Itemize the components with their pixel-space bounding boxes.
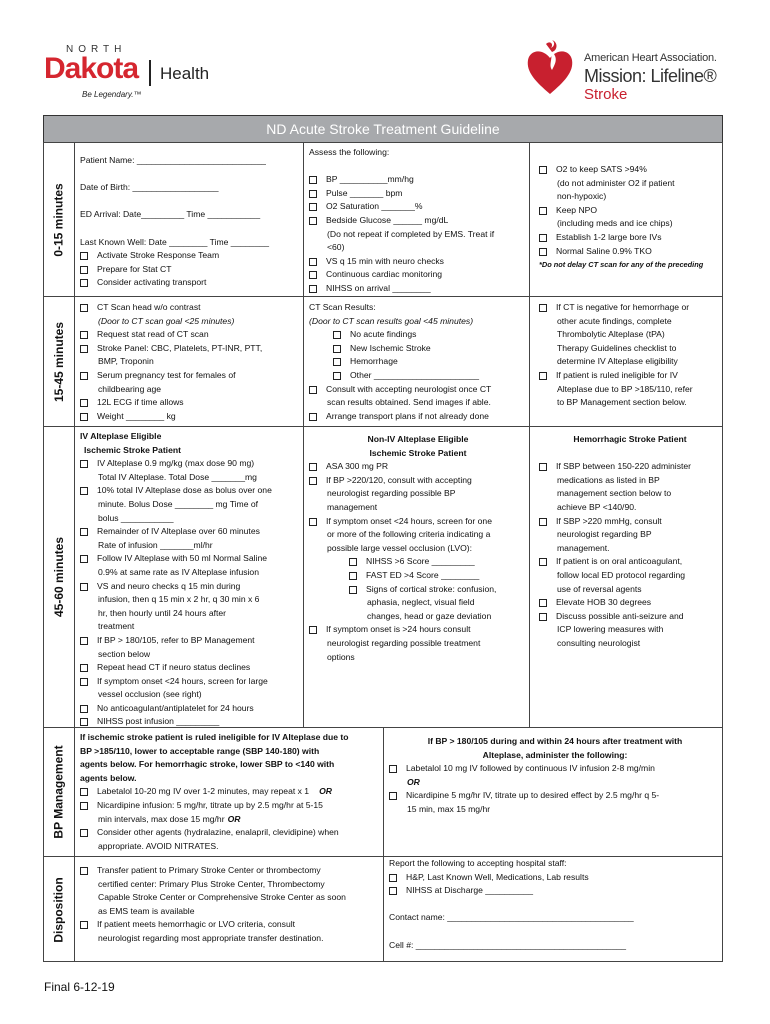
list-item: FAST ED >4 Score ________ [309,569,527,583]
section-heading: Non-IV Alteplase Eligible [367,434,469,444]
bp-instruction: agents below. For hemorrhagic stroke, lower SBP to <140 with [80,759,335,770]
cell-0-15-patient-info [80,154,300,290]
cell-45-60-non-iv [309,433,527,664]
nd-health-text: Health [160,64,210,83]
cell-disposition-transfer [80,864,382,946]
list-item: Consider activating transport [80,276,300,290]
report-heading: Report the following to accepting hospital staff: [389,858,567,868]
list-item-note: Capable Stroke Center or Comprehensive Stroke Center as soon [98,892,346,903]
list-item-note: neurologist regarding BP [557,529,652,540]
checkbox[interactable] [80,331,88,339]
checkbox[interactable] [539,234,547,242]
checkbox[interactable] [539,207,547,215]
bp-instruction: If BP > 180/105 during and within 24 hours after treatment with [427,736,683,746]
list-item: Serum pregnancy test for females of [80,369,300,383]
nd-tagline: Be Legendary.™ [82,90,142,99]
list-item-note: treatment [98,621,135,632]
checkbox[interactable] [389,765,397,773]
list-item: Labetalol 10 mg IV followed by continuous IV infusion 2-8 mg/min [389,762,721,776]
list-item-note: appropriate. AVOID NITRATES. [98,840,219,851]
checkbox[interactable] [80,279,88,287]
list-item-note: BMP, Troponin [98,356,154,367]
checkbox[interactable] [80,413,88,421]
checkbox[interactable] [333,372,341,380]
list-item: Remainder of IV Alteplase over 60 minutes [80,525,302,539]
list-item: If patient meets hemorrhagic or LVO criteria, consult [80,918,382,932]
list-item: H&P, Last Known Well, Medications, Lab results [389,871,721,885]
list-item-note: other acute findings, complete [557,315,672,326]
row-divider [43,296,723,297]
row-label-45-60: 45-60 minutes [52,536,67,618]
checkbox[interactable] [539,599,547,607]
list-item: No acute findings [309,328,527,342]
list-item: O2 to keep SATS >94% [539,163,721,177]
list-item: NIHSS post infusion _________ [80,715,302,729]
cell-disposition-report [389,857,721,952]
list-item: If symptom onset is >24 hours consult [309,623,527,637]
checkbox[interactable] [80,252,88,260]
list-item: 12L ECG if time allows [80,396,300,410]
checkbox[interactable] [80,583,88,591]
list-item-note: aphasia, neglect, visual field [367,597,475,608]
list-item: No anticoagulant/antiplatelet for 24 hours [80,702,302,716]
checkbox[interactable] [309,518,317,526]
aha-stroke: Stroke [584,86,628,103]
version-footer: Final 6-12-19 [44,980,115,994]
contact-name-field[interactable]: Contact name: _______________________________________ [389,912,634,923]
bp-instruction: agents below. [80,772,137,783]
checkbox[interactable] [80,460,88,468]
list-item-note: consulting neurologist [557,637,641,648]
list-item: Nicardipine infusion: 5 mg/hr, titrate up by 2.5 mg/hr at 5-15 [80,799,382,813]
dob-field[interactable]: Date of Birth: __________________ [80,182,219,193]
list-item: If symptom onset <24 hours, screen for large [80,675,302,689]
list-item-note: Therapy Guidelines checklist to [557,342,677,353]
list-item: Stroke Panel: CBC, Platelets, PT-INR, PTT, [80,342,300,356]
list-item: Pulse _______ bpm [309,187,527,201]
list-item: Weight ________ kg [80,410,300,424]
section-heading: Hemorrhagic Stroke Patient [573,434,687,444]
checkbox[interactable] [539,372,547,380]
checkbox[interactable] [80,345,88,353]
list-item: Establish 1-2 large bore IVs [539,231,721,245]
list-item-note: neurologist regarding most appropriate transfer destination. [98,932,324,943]
list-item: Follow IV Alteplase with 50 ml Normal Saline [80,552,302,566]
list-item: New Ischemic Stroke [309,342,527,356]
checkbox[interactable] [80,664,88,672]
checkbox[interactable] [80,304,88,312]
checkbox[interactable] [80,399,88,407]
ct-delay-note: *Do not delay CT scan for any of the preceding [539,260,704,270]
checkbox[interactable] [389,792,397,800]
checkbox[interactable] [349,572,357,580]
list-item-note: possible large vessel occlusion (LVO): [327,542,473,553]
bp-instruction: If ischemic stroke patient is ruled ineligible for IV Alteplase due to [80,732,349,742]
list-item: Signs of cortical stroke: confusion, [309,583,527,597]
or-separator: OR [407,776,420,787]
list-item: Transfer patient to Primary Stroke Center or thrombectomy [80,864,382,878]
checkbox[interactable] [80,718,88,726]
checkbox[interactable] [539,613,547,621]
list-item-note: Alteplase due to BP >185/110, refer [557,383,693,394]
list-item: Labetalol 10-20 mg IV over 1-2 minutes, may repeat x 1 OR [80,785,382,799]
checkbox[interactable] [309,176,317,184]
checkbox[interactable] [80,487,88,495]
section-heading: Ischemic Stroke Patient [369,447,467,458]
cell-15-45-ct-labs [80,301,300,423]
list-item-note: options [327,651,355,662]
aha-mission-lifeline: Mission: Lifeline® [584,66,717,86]
ct-results-goal: (Door to CT scan results goal <45 minutes) [309,315,474,326]
cell-0-15-assessment [309,146,527,296]
cell-15-45-eligibility [539,301,721,410]
column-divider [74,142,75,962]
list-item: Bedside Glucose ______ mg/dL [309,214,527,228]
row-label-15-45: 15-45 minutes [52,321,67,402]
checkbox[interactable] [80,705,88,713]
section-heading: Ischemic Stroke Patient [84,444,181,455]
list-item: Keep NPO [539,204,721,218]
checkbox[interactable] [539,518,547,526]
list-item-note: management [327,501,378,512]
list-item-note: or more of the following criteria indicating a [327,529,491,540]
list-item: VS q 15 min with neuro checks [309,255,527,269]
list-item-note: management. [557,542,610,553]
list-item: Repeat head CT if neuro status declines [80,661,302,675]
list-item-note: achieve BP <140/90. [557,501,637,512]
list-item-note: bolus ___________ [98,512,174,523]
list-item: Normal Saline 0.9% TKO [539,245,721,259]
checkbox[interactable] [389,887,397,895]
checkbox[interactable] [389,874,397,882]
cell-45-60-iv-alteplase [80,430,302,729]
cell-15-45-ct-results [309,301,527,423]
heart-torch-icon [524,40,576,96]
list-item-note: minute. Bolus Dose ________ mg Time of [98,498,259,509]
checkbox[interactable] [309,477,317,485]
list-item: Prepare for Stat CT [80,263,300,277]
checkbox[interactable] [80,788,88,796]
list-item-note: certified center: Primary Plus Stroke Center, Thrombectomy [98,878,325,889]
list-item: If BP > 180/105, refer to BP Management [80,634,302,648]
list-item: NIHSS >6 Score _________ [309,555,527,569]
checkbox[interactable] [80,829,88,837]
list-item-note: <60) [327,242,345,253]
bp-instruction: BP >185/110, lower to acceptable range (SBP 140-180) with [80,745,320,756]
row-divider [43,426,723,427]
list-item-note: Total IV Alteplase. Total Dose _______mg [98,471,257,482]
row-label-0-15: 0-15 minutes [52,182,67,257]
list-item: If BP >220/120, consult with accepting [309,474,527,488]
list-item-note: use of reversal agents [557,583,642,594]
list-item-note: determine IV Alteplase eligibility [557,356,678,367]
checkbox[interactable] [309,271,317,279]
list-item: NIHSS on arrival ________ [309,282,527,296]
list-item: BP __________mm/hg [309,173,527,187]
list-item-note: management section below to [557,488,672,499]
list-item-note: changes, head or gaze deviation [367,610,492,621]
checkbox[interactable] [80,266,88,274]
section-heading: IV Alteplase Eligible [80,431,162,441]
list-item: If SBP >220 mmHg, consult [539,515,721,529]
list-item: If SBP between 150-220 administer [539,460,721,474]
checkbox[interactable] [539,248,547,256]
assess-heading: Assess the following: [309,147,390,157]
list-item: O2 Saturation _______% [309,200,527,214]
checkbox[interactable] [80,867,88,875]
list-item: ASA 300 mg PR [309,460,527,474]
list-item-note: 15 min, max 15 mg/hr [407,803,491,814]
list-item-note: infusion, then q 15 min x 2 hr, q 30 min x 6 [98,594,260,605]
list-item: Consider other agents (hydralazine, enalapril, clevidipine) when [80,826,382,840]
list-item-note: scan results obtained. Send images if able. [327,397,491,408]
checkbox[interactable] [349,586,357,594]
cell-45-60-hemorrhagic [539,433,721,651]
list-item: Elevate HOB 30 degrees [539,596,721,610]
list-item-note: to BP Management section below. [557,397,687,408]
cell-bp-ischemic [80,731,382,853]
list-item: If patient is on oral anticoagulant, [539,555,721,569]
list-item: Request stat read of CT scan [80,328,300,342]
list-item-note: ICP lowering measures with [557,624,664,635]
ed-arrival-field[interactable]: ED Arrival: Date_________ Time ___________ [80,209,261,220]
list-item: NIHSS at Discharge __________ [389,884,721,898]
list-item-note: follow local ED protocol regarding [557,569,686,580]
checkbox[interactable] [309,203,317,211]
list-item-note: (Door to CT scan goal <25 minutes) [98,315,235,326]
row-label-disposition: Disposition [52,876,66,943]
checkbox[interactable] [80,372,88,380]
checkbox[interactable] [309,190,317,198]
nd-logo-divider [149,60,151,86]
checkbox[interactable] [80,637,88,645]
list-item-note: medications as listed in BP [557,474,660,485]
list-item: Hemorrhage [309,355,527,369]
list-item-note: as EMS team is available [98,905,195,916]
column-divider [383,727,384,962]
checkbox[interactable] [80,678,88,686]
list-item-note: (Do not repeat if completed by EMS. Treat if [327,228,495,239]
list-item: If patient is ruled ineligible for IV [539,369,721,383]
checkbox[interactable] [309,217,317,225]
list-item: Consult with accepting neurologist once CT [309,383,527,397]
checkbox[interactable] [309,626,317,634]
list-item-note: hr, then hourly until 24 hours after [98,607,227,618]
checkbox[interactable] [309,258,317,266]
list-item: Nicardipine 5 mg/hr IV, titrate up to desired effect by 2.5 mg/hr q 5- [389,789,721,803]
aha-name: American Heart Association. [584,52,717,64]
checkbox[interactable] [333,345,341,353]
nd-dakota-logo: Dakota [44,52,139,85]
list-item: If symptom onset <24 hours, screen for one [309,515,527,529]
list-item: Other ______________________ [309,369,527,383]
checkbox[interactable] [309,413,317,421]
page-title: ND Acute Stroke Treatment Guideline [43,115,723,143]
checkbox[interactable] [80,528,88,536]
list-item: VS and neuro checks q 15 min during [80,580,302,594]
list-item-note: non-hypoxic) [557,191,607,202]
list-item-note: 0.9% at same rate as IV Alteplase infusion [98,566,259,577]
checkbox[interactable] [80,802,88,810]
list-item-note: (do not administer O2 if patient [557,177,675,188]
patient-name-field[interactable]: Patient Name: ___________________________ [80,155,266,165]
checkbox[interactable] [539,304,547,312]
list-item: 10% total IV Alteplase dose as bolus over one [80,484,302,498]
checkbox[interactable] [80,555,88,563]
list-item-note: vessel occlusion (see right) [98,689,202,700]
cell-number-field[interactable]: Cell #: ____________________________________________ [389,939,627,950]
list-item: IV Alteplase 0.9 mg/kg (max dose 90 mg) [80,457,302,471]
list-item: Continuous cardiac monitoring [309,268,527,282]
list-item: If CT is negative for hemorrhage or [539,301,721,315]
column-divider [303,142,304,727]
list-item: Discuss possible anti-seizure and [539,610,721,624]
checkbox[interactable] [80,921,88,929]
list-item-note: Thrombolytic Alteplase (tPA) [557,329,665,340]
list-item-note: neurologist regarding possible treatment [327,637,481,648]
column-divider [529,142,530,727]
checkbox[interactable] [333,331,341,339]
checkbox[interactable] [539,558,547,566]
checkbox[interactable] [539,166,547,174]
nd-north-text: NORTH [66,44,127,55]
row-label-bp-management: BP Management [52,745,67,839]
checkbox[interactable] [333,358,341,366]
list-item-note: childbearing age [98,383,162,394]
bp-instruction: Alteplase, administer the following: [482,749,628,760]
checkbox[interactable] [309,463,317,471]
checkbox[interactable] [309,285,317,293]
list-item-note: Rate of infusion _______ml/hr [98,539,213,550]
list-item: Activate Stroke Response Team [80,249,300,263]
list-item: CT Scan head w/o contrast [80,301,300,315]
checkbox[interactable] [309,386,317,394]
cell-0-15-interventions [539,163,721,272]
checkbox[interactable] [539,463,547,471]
checkbox[interactable] [349,558,357,566]
list-item-note: min intervals, max dose 15 mg/hr OR [98,813,241,824]
list-item-note: section below [98,648,151,659]
ct-results-heading: CT Scan Results: [309,302,376,312]
list-item-note: neurologist regarding possible BP [327,488,456,499]
list-item-note: (including meds and ice chips) [557,218,673,229]
last-known-well-field[interactable]: Last Known Well: Date ________ Time ________ [80,236,270,247]
cell-bp-post-alteplase [389,735,721,817]
list-item: Arrange transport plans if not already done [309,410,527,424]
